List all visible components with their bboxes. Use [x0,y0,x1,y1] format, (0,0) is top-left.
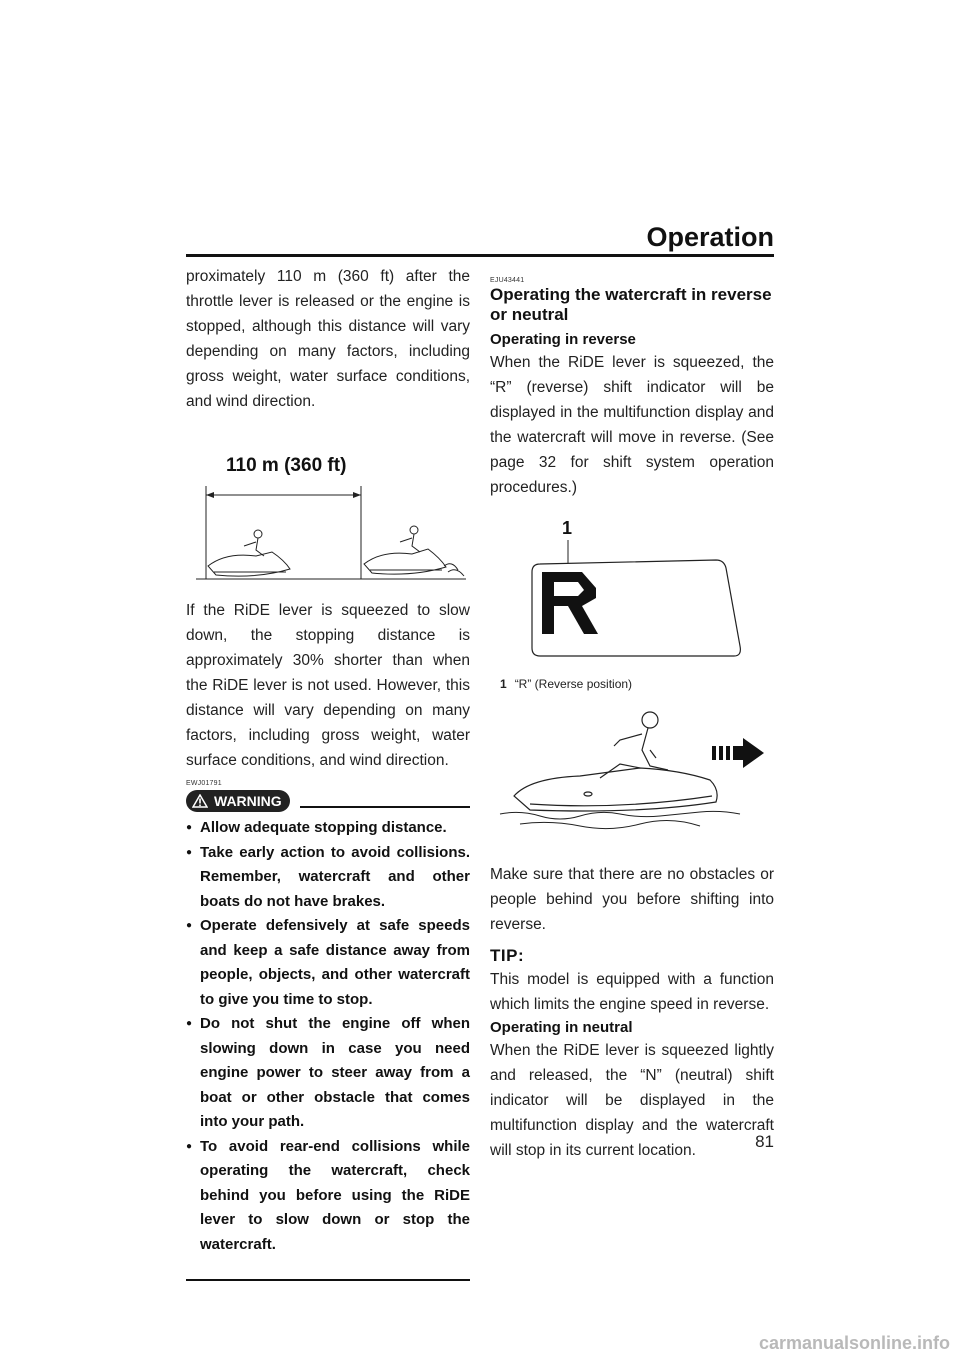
intro-paragraph: proximately 110 m (360 ft) after the throttle lever is released or the engine is stopped, although this distance will vary depending on many factors, including gross weight, water surface conditions, and wind direction. [186,268,470,410]
warning-badge [186,790,290,812]
section-title: Operating the watercraft in reverse or neutral [490,285,772,324]
warning-item: ● Take early action to avoid collisions. Remember, watercraft and other boats do not have brakes. [186,841,470,915]
page-title: Operation [646,222,774,252]
reverse-indicator-figure [490,506,774,676]
page-number: 81 [755,1132,774,1151]
figure-callout: 1 [562,518,573,538]
watercraft-rider-icon [514,712,717,811]
reverse-heading: Operating in reverse [490,331,636,348]
header-rule [186,254,774,257]
neutral-paragraph: When the RiDE lever is squeezed lightly and released, the “N” (neutral) shift indicator will be displayed in the multifunction display and the watercraft will stop in its current location. [490,1042,774,1159]
watercraft-moving-icon [364,526,464,576]
tip-paragraph: This model is equipped with a function which limits the engine speed in reverse. [490,971,774,1013]
section-code: EJU43441 [490,277,525,284]
warning-code: EWJ01791 [186,780,222,787]
warning-item: ● Do not shut the engine off when slowing down in case you need engine power to steer away from a boat or other obstacle that comes into your path. [186,1012,470,1135]
figure-caption [500,676,774,692]
reverse-paragraph: When the RiDE lever is squeezed, the “R” (reverse) shift indicator will be displayed in the multifunction display and the watercraft will move in reverse. (See page 32 for shift system operation procedures.) [490,354,774,496]
left-column [186,264,470,1281]
obstacle-paragraph: Make sure that there are no obstacles or people behind you before shifting into reverse. [490,866,774,933]
caption-number: 1 [500,677,507,691]
distance-label: 110 m (360 ft) [226,455,347,476]
warning-header [186,790,470,812]
warning-end-rule [186,1279,470,1281]
tip-title: TIP: [490,946,525,965]
warning-item: ● To avoid rear-end collisions while operating the watercraft, check behind you before using the RiDE lever to slow down or stop the watercraft. [186,1135,470,1258]
warning-triangle-icon [192,794,208,808]
neutral-heading: Operating in neutral [490,1019,633,1036]
warning-item: ● Operate defensively at safe speeds and keep a safe distance away from people, objects, and other watercraft to give you time to stop. [186,914,470,1012]
water-waves [500,811,740,828]
ride-paragraph: If the RiDE lever is squeezed to slow down, the stopping distance is approximately 30% shorter than when the RiDE lever is not used. However, this distance will vary depending on many factors, including gross weight, water surface conditions, and wind direction. [186,602,470,769]
stopping-distance-figure [186,424,470,592]
reverse-direction-arrow-icon [712,738,764,768]
caption-text: “R” (Reverse position) [514,677,633,691]
warning-label: WARNING [214,792,282,809]
reverse-watercraft-figure [490,706,774,846]
warning-list [186,816,470,1257]
watercraft-stopped-icon [208,530,290,576]
warning-item: ● Allow adequate stopping distance. [186,816,470,841]
warning-rule [300,806,470,808]
right-column [490,264,774,1163]
watermark: carmanualsonline.info [758,1333,950,1353]
